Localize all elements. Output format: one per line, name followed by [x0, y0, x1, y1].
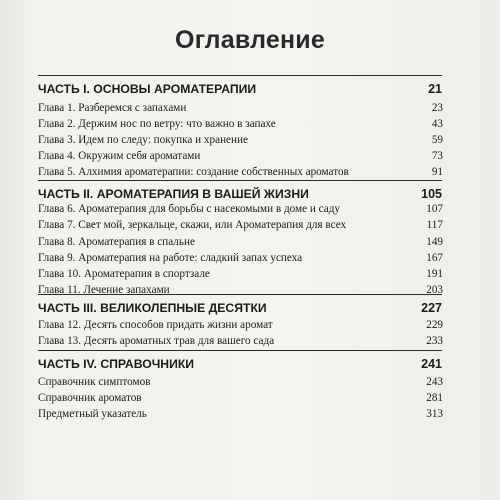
chapter-page-number: 91 [431, 166, 443, 178]
chapter-page-number: 167 [426, 252, 443, 264]
chapter-title: Глава 12. Десять способов придать жизни аромат [38, 319, 273, 331]
toc-row [38, 236, 443, 249]
toc-row [38, 376, 443, 389]
chapter-page-number: 149 [426, 236, 443, 248]
part-page-number: 227 [421, 301, 442, 315]
chapter-title: Глава 1. Разберемся с запахами [38, 102, 187, 114]
chapter-page-number: 203 [426, 284, 443, 296]
chapter-page-number: 43 [431, 118, 443, 130]
toc-row [38, 118, 443, 131]
chapter-title: Глава 11. Лечение запахами [38, 284, 170, 296]
chapter-page-number: 59 [431, 134, 443, 146]
chapter-title: Предметный указатель [38, 408, 147, 420]
chapter-page-number: 107 [426, 203, 443, 215]
part-title: ЧАСТЬ II. АРОМАТЕРАПИЯ В ВАШЕЙ ЖИЗНИ [38, 187, 309, 201]
part-heading-1 [38, 75, 442, 96]
part-title: ЧАСТЬ IV. СПРАВОЧНИКИ [38, 357, 195, 371]
toc-row [38, 166, 443, 179]
part-heading-3 [38, 294, 442, 315]
chapter-page-number: 313 [426, 408, 443, 420]
part-page-number: 241 [421, 357, 442, 371]
toc-row [38, 408, 443, 421]
part-title: ЧАСТЬ I. ОСНОВЫ АРОМАТЕРАПИИ [38, 82, 257, 96]
chapter-page-number: 191 [426, 268, 443, 280]
chapter-title: Справочник ароматов [38, 392, 142, 404]
chapter-title: Глава 10. Ароматерапия в спортзале [38, 268, 210, 280]
part-page-number: 21 [428, 82, 442, 96]
toc-row [38, 319, 443, 332]
part-page-number: 105 [421, 187, 442, 201]
chapter-title: Справочник симптомов [38, 376, 151, 388]
chapter-page-number: 23 [431, 102, 443, 114]
chapter-title: Глава 7. Свет мой, зеркальце, скажи, или Ароматерапия для всех [38, 219, 347, 231]
toc-row [38, 134, 443, 147]
chapter-page-number: 233 [426, 335, 443, 347]
chapter-title: Глава 3. Идем по следу: покупка и хранение [38, 134, 248, 146]
part-heading-2 [38, 180, 442, 201]
toc-row [38, 392, 443, 405]
toc-row [38, 203, 443, 216]
chapter-page-number: 243 [426, 376, 443, 388]
chapter-title: Глава 4. Окружим себя ароматами [38, 150, 201, 162]
toc-row [38, 335, 443, 348]
chapter-title: Глава 6. Ароматерапия для борьбы с насекомыми в доме и саду [38, 203, 340, 215]
part-heading-4 [38, 350, 442, 371]
toc-row [38, 150, 443, 163]
toc-row [38, 252, 443, 265]
chapter-title: Глава 5. Алхимия ароматерапии: создание собственных ароматов [38, 166, 349, 178]
page-title: Оглавление [175, 26, 325, 54]
chapter-title: Глава 9. Ароматерапия на работе: сладкий запах успеха [38, 252, 303, 264]
chapter-page-number: 229 [426, 319, 443, 331]
chapter-page-number: 281 [426, 392, 443, 404]
toc-row [38, 268, 443, 281]
chapter-title: Глава 2. Держим нос по ветру: что важно в запахе [38, 118, 276, 130]
chapter-title: Глава 8. Ароматерапия в спальне [38, 236, 195, 248]
chapter-page-number: 117 [426, 219, 443, 231]
chapter-page-number: 73 [431, 150, 443, 162]
part-title: ЧАСТЬ III. ВЕЛИКОЛЕПНЫЕ ДЕСЯТКИ [38, 301, 267, 315]
toc-row [38, 219, 443, 232]
chapter-title: Глава 13. Десять ароматных трав для вашего сада [38, 335, 275, 347]
toc-row [38, 102, 443, 115]
